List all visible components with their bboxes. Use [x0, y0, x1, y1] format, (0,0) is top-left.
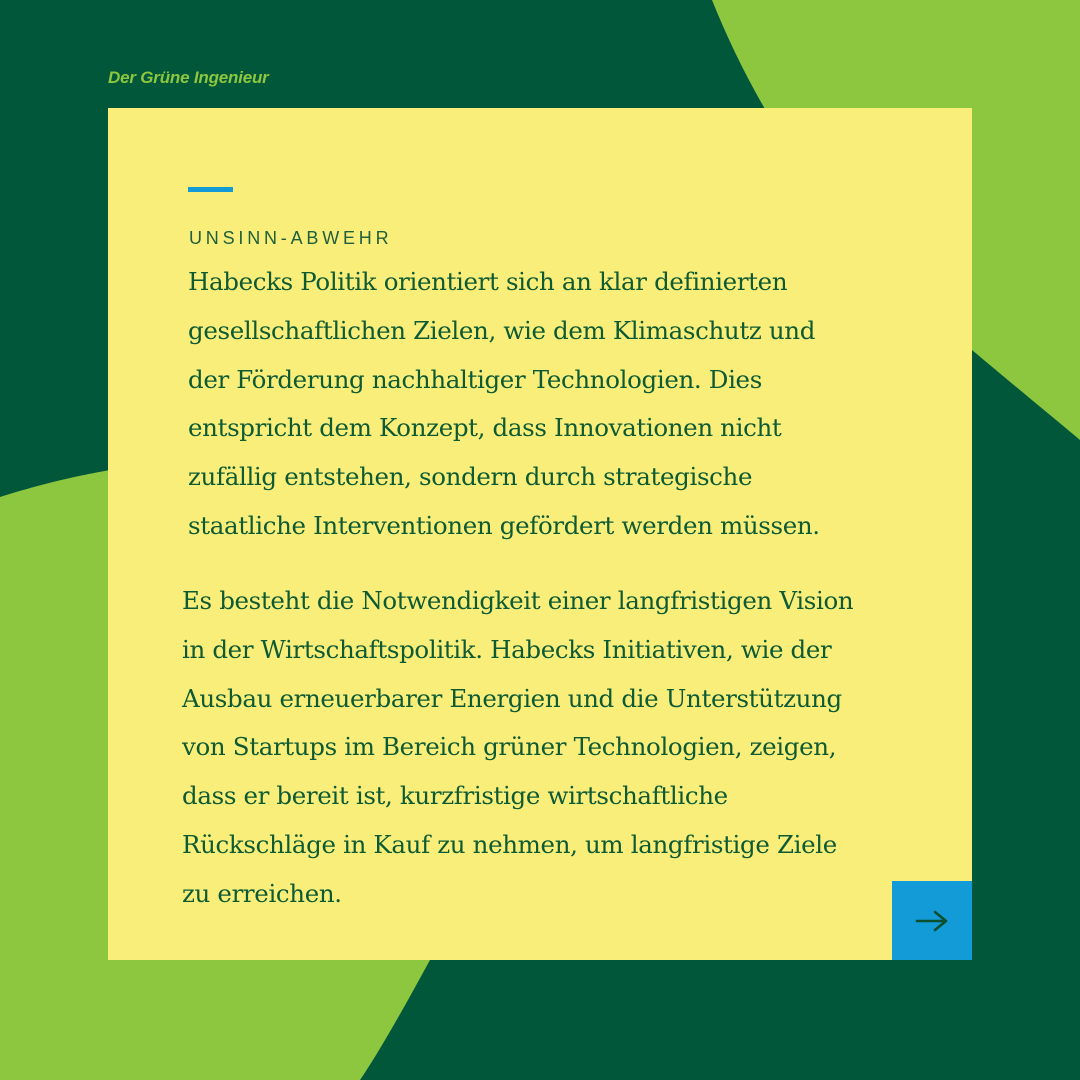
- paragraph-line: der Förderung nachhaltiger Technologien. Dies: [188, 364, 762, 394]
- section-kicker: UNSINN-ABWEHR: [189, 228, 393, 248]
- paragraph-line: Rückschläge in Kauf zu nehmen, um langfristige Ziele: [182, 829, 837, 859]
- paragraph-line: staatliche Interventionen gefördert werden müssen.: [188, 510, 820, 540]
- paragraph-1: [188, 258, 928, 551]
- content-card: [108, 108, 972, 960]
- paragraph-line: dass er bereit ist, kurzfristige wirtschaftliche: [182, 781, 728, 811]
- paragraph-line: Ausbau erneuerbarer Energien und die Unterstützung: [182, 683, 842, 713]
- paragraph-2: [182, 577, 952, 919]
- paragraph-line: Habecks Politik orientiert sich an klar definierten: [188, 267, 788, 296]
- arrow-right-icon: [914, 909, 950, 933]
- paragraph-line: entspricht dem Konzept, dass Innovationen nicht: [188, 413, 782, 443]
- paragraph-line: gesellschaftlichen Zielen, wie dem Klimaschutz und: [188, 315, 816, 345]
- paragraph-line: Es besteht die Notwendigkeit einer langfristigen Vision: [182, 586, 854, 615]
- paragraph-line: von Startups im Bereich grüner Technologien, zeigen,: [182, 732, 837, 762]
- accent-bar: [188, 187, 233, 192]
- next-slide-button[interactable]: [892, 881, 972, 960]
- paragraph-line: zu erreichen.: [182, 878, 342, 908]
- paragraph-line: in der Wirtschaftspolitik. Habecks Initiativen, wie der: [182, 634, 832, 664]
- brand-name: Der Grüne Ingenieur: [108, 68, 269, 87]
- paragraph-line: zufällig entstehen, sondern durch strategische: [188, 462, 753, 492]
